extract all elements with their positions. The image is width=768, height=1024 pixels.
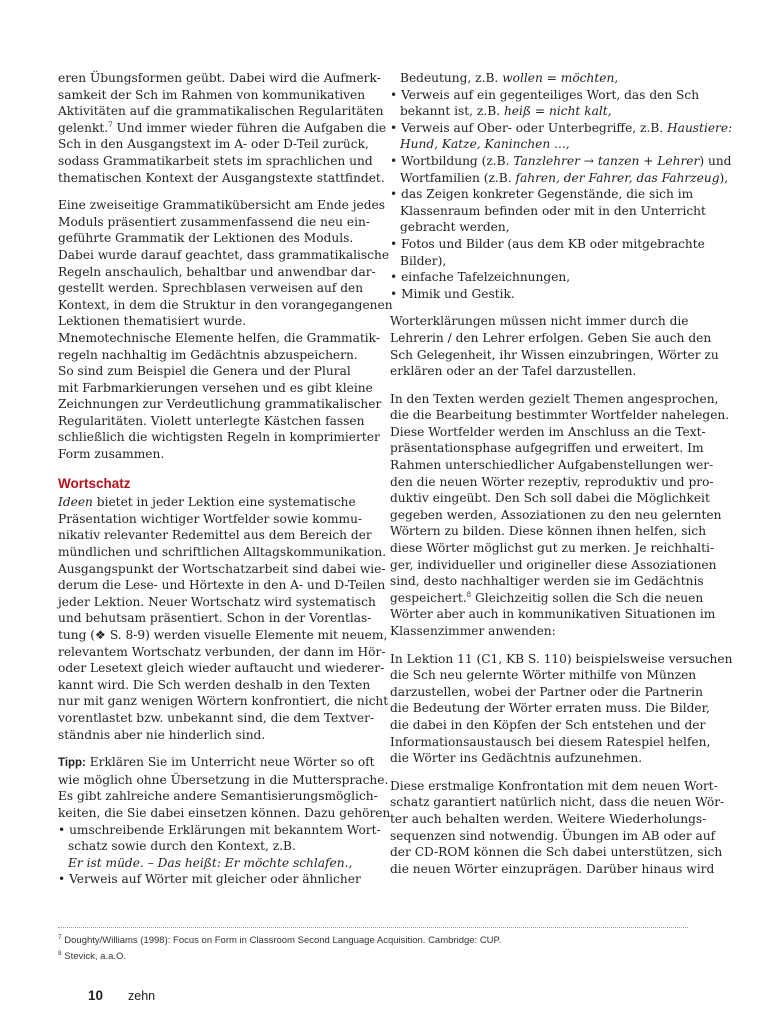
bullet-item: • Verweis auf ein gegenteiliges Wort, das den Sch: [390, 87, 700, 102]
text-line: mit Farbmarkierungen versehen und es gibt kleine: [58, 380, 373, 395]
bullet-item: • einfache Tafelzeichnungen,: [390, 270, 571, 285]
text-line: duktiv eingeübt. Den Sch soll dabei die Möglichkeit: [390, 491, 710, 506]
tip-box: [58, 754, 391, 888]
bullet-item: • das Zeigen konkreter Gegenstände, die sich im: [390, 187, 694, 202]
text-line: Ausgangspunkt der Wortschatzarbeit sind dabei wie-: [58, 561, 386, 576]
text-line: Lektionen thematisiert wurde.: [58, 314, 247, 329]
text-line: schatz sowie durch den Kontext, z.B.: [68, 839, 296, 854]
text-line: bekannt ist, z.B. heiß = nicht kalt,: [400, 104, 612, 119]
text-line: die die Bearbeitung bestimmter Wortfelder nahelegen.: [390, 408, 730, 423]
text-line: oder Lesetext gleich wieder auftaucht und wiederer-: [58, 661, 385, 676]
text-line: nur mit ganz wenigen Wörtern konfrontiert, die nicht: [58, 694, 389, 709]
text-line: gegeben werden, Assoziationen zu den neu gelernten: [390, 507, 722, 522]
paragraph-word-explanations: [390, 313, 719, 379]
text-line: Klassenzimmer anwenden:: [390, 624, 556, 638]
text-line: regeln nachhaltig im Gedächtnis abzuspeichern.: [58, 347, 358, 362]
paragraph-lesson-example: [390, 651, 733, 767]
text-line: Rahmen unterschiedlicher Aufgabenstellungen wer-: [390, 458, 714, 473]
text-line: schließlich die wichtigsten Regeln in komprimierter: [58, 430, 380, 445]
tip-label: Tipp:: [58, 757, 86, 770]
text-line: relevantem Wortschatz verbunden, der dann im Hör-: [58, 644, 386, 659]
page-number-word: zehn: [128, 989, 156, 1003]
text-line: kannt wird. Die Sch werden deshalb in den Texten: [58, 677, 371, 692]
text-line: Form zusammen.: [58, 447, 165, 462]
text-line: sequenzen sind notwendig. Übungen im AB oder auf: [390, 828, 716, 843]
bullet-item: • Verweis auf Ober- oder Unterbegriffe, z.B. Haustiere:: [390, 120, 733, 135]
bullet-item: • Wortbildung (z.B. Tanzlehrer → tanzen + Lehrer) und: [390, 153, 732, 168]
text-line: Moduls präsentiert zusammenfassend die neu ein-: [58, 214, 370, 229]
text-line: diese Wörter möglichst gut zu merken. Je reichhalti-: [390, 541, 714, 556]
text-line: keiten, die Sie dabei einsetzen können. Dazu gehören: [58, 805, 391, 820]
paragraph-repetition: [390, 778, 725, 878]
footnote-ref: 7: [108, 120, 113, 129]
text-line: Aktivitäten auf die grammatikalischen Regularitäten: [58, 104, 384, 119]
text-line: Diese Wortfelder werden im Anschluss an die Text-: [390, 424, 706, 439]
bullet-item: • umschreibende Erklärungen mit bekanntem Wort-: [58, 822, 381, 837]
text-line: Ideen bietet in jeder Lektion eine systematische: [58, 495, 356, 510]
text-line: Sch Gelegenheit, ihr Wissen einzubringen, Wörter zu: [390, 347, 719, 362]
text-line: gebracht werden,: [400, 220, 510, 235]
section-heading-wortschatz: Wortschatz: [58, 475, 131, 491]
text-line: Regeln anschaulich, behaltbar und anwendbar dar-: [58, 264, 376, 279]
text-line: eren Übungsformen geübt. Dabei wird die Aufmerk-: [58, 71, 381, 85]
text-line: Eine zweiseitige Grammatikübersicht am Ende jedes: [58, 198, 386, 213]
text-line: Klassenraum befinden oder mit in den Unterricht: [400, 203, 706, 218]
text-line: Wörtern zu bilden. Diese können ihnen helfen, sich: [390, 524, 707, 539]
text-line: die Wörter ins Gedächtnis aufzunehmen.: [390, 751, 643, 766]
text-line: Dabei wurde darauf geachtet, dass grammatikalische: [58, 247, 390, 262]
text-line: sind, desto nachhaltiger werden sie im Gedächtnis: [390, 574, 704, 589]
text-line: und behutsam präsentiert. Schon in der Vorentlas-: [58, 611, 372, 626]
bullet-item: • Fotos und Bilder (aus dem KB oder mitgebrachte: [390, 236, 705, 251]
footnote-ref: 8: [466, 590, 472, 599]
text-line: samkeit der Sch im Rahmen von kommunikativen: [58, 87, 366, 102]
paragraph-grammar-overview: [58, 197, 393, 463]
text-line: schatz garantiert natürlich nicht, dass die neuen Wör-: [390, 795, 725, 810]
text-line: der CD-ROM können die Sch dabei unterstützen, sich: [390, 845, 723, 860]
text-line: Er ist müde. – Das heißt: Er möchte schlafen.,: [68, 855, 353, 870]
text-line: ter auch behalten werden. Weitere Wiederholungs-: [390, 811, 707, 826]
text-line: Wortfamilien (z.B. fahren, der Fahrer, das Fahrzeug),: [400, 170, 729, 185]
text-line: ständnis aber nie hinderlich sind.: [58, 727, 266, 742]
text-line: Zeichnungen zur Verdeutlichung grammatikalischer: [58, 397, 382, 412]
text-line: gestellt werden. Sprechblasen verweisen auf den: [58, 281, 364, 296]
bullet-item: • Mimik und Gestik.: [390, 286, 515, 301]
page-number: 10: [88, 988, 104, 1003]
left-column: [58, 70, 393, 888]
text-line: erklären oder an der Tafel darzustellen.: [390, 364, 637, 379]
text-line: die Bedeutung der Wörter erraten muss. Die Bilder,: [390, 701, 710, 716]
footnote-8: $^8$ Stevick, a.a.O.: [58, 949, 127, 962]
text-line: den die neuen Wörter rezeptiv, reproduktiv und pro-: [390, 474, 714, 489]
text-line: mündlichen und schriftlichen Alltagskommunikation.: [58, 545, 387, 560]
text-line: Lehrerin / den Lehrer erfolgen. Geben Sie auch den: [390, 330, 712, 345]
text-line: Diese erstmalige Konfrontation mit dem neuen Wort-: [390, 778, 718, 793]
text-line: vorentlastet bzw. unbekannt sind, die dem Textver-: [58, 710, 375, 725]
right-column: [390, 70, 733, 877]
footnote-divider: [58, 927, 688, 928]
text-line: So sind zum Beispiel die Genera und der Plural: [58, 364, 351, 379]
text-line: geführte Grammatik der Lektionen des Moduls.: [58, 231, 354, 246]
text-line: präsentationsphase aufgegriffen und erweitert. Im: [390, 441, 704, 456]
text-line: Informationsaustausch bei diesem Ratespiel helfen,: [390, 734, 711, 749]
text-line: Regularitäten. Violett unterlegte Kästchen fassen: [58, 413, 365, 428]
footnote-7: $^7$ Doughty/Williams (1998): Focus on Form in Classroom Second Language Acquisition. Cambridge: CUP.: [58, 933, 502, 946]
text-line: Hund, Katze, Kaninchen ...,: [400, 137, 570, 152]
text-line: Tipp: Erklären Sie im Unterricht neue Wörter so oft: [58, 755, 375, 770]
text-line: In Lektion 11 (C1, KB S. 110) beispielsweise versuchen: [390, 651, 733, 666]
text-line: Worterklärungen müssen nicht immer durch die: [390, 314, 689, 329]
paragraph-vocabulary: [58, 494, 389, 743]
paragraph-grammar-exercises: [58, 70, 387, 186]
text-line: Bilder),: [400, 253, 447, 268]
text-line: thematischen Kontext der Ausgangstexte stattfindet.: [58, 170, 385, 185]
text-line: ger, individueller und origineller diese Assoziationen: [390, 557, 717, 572]
text-line: gespeichert.$^8$ Gleichzeitig sollen die Sch die neuen: [390, 590, 704, 605]
text-line: tung (❖ S. 8-9) werden visuelle Elemente mit neuem,: [58, 628, 388, 642]
text-line: derum die Lese- und Hörtexte in den A- und D-Teilen: [58, 578, 386, 593]
text-line: die Sch neu gelernte Wörter mithilfe von Münzen: [390, 668, 697, 683]
text-line: die neuen Wörter einzuprägen. Darüber hinaus wird: [390, 861, 715, 876]
text-line: die dabei in den Köpfen der Sch entstehen und der: [390, 717, 706, 732]
text-line: sodass Grammatikarbeit stets im sprachlichen und: [58, 153, 373, 168]
bullet-item: • Verweis auf Wörter mit gleicher oder ähnlicher: [58, 872, 361, 887]
text-line: Sch in den Ausgangstext im A- oder D-Teil zurück,: [58, 137, 369, 152]
paragraph-word-fields: [390, 391, 730, 640]
text-line: Es gibt zahlreiche andere Semantisierungsmöglich-: [58, 789, 378, 804]
text-line: Mnemotechnische Elemente helfen, die Grammatik-: [58, 330, 380, 345]
text-line: darzustellen, wobei der Partner oder die Partnerin: [390, 684, 703, 699]
text-line: wie möglich ohne Übersetzung in die Muttersprache.: [58, 772, 389, 787]
text-line: gelenkt.$^7$ Und immer wieder führen die Aufgaben die: [58, 120, 387, 135]
text-line: Kontext, in dem die Struktur in den vorangegangenen: [58, 297, 393, 312]
text-line: jeder Lektion. Neuer Wortschatz wird systematisch: [58, 594, 376, 609]
text-line: Wörter aber auch in kommunikativen Situationen im: [390, 607, 716, 622]
text-line: In den Texten werden gezielt Themen angesprochen,: [390, 391, 719, 406]
text-line: Bedeutung, z.B. wollen = möchten,: [400, 71, 619, 85]
text-line: Präsentation wichtiger Wortfelder sowie kommu-: [58, 511, 363, 526]
text-line: nikativ relevanter Redemittel aus dem Bereich der: [58, 528, 372, 543]
